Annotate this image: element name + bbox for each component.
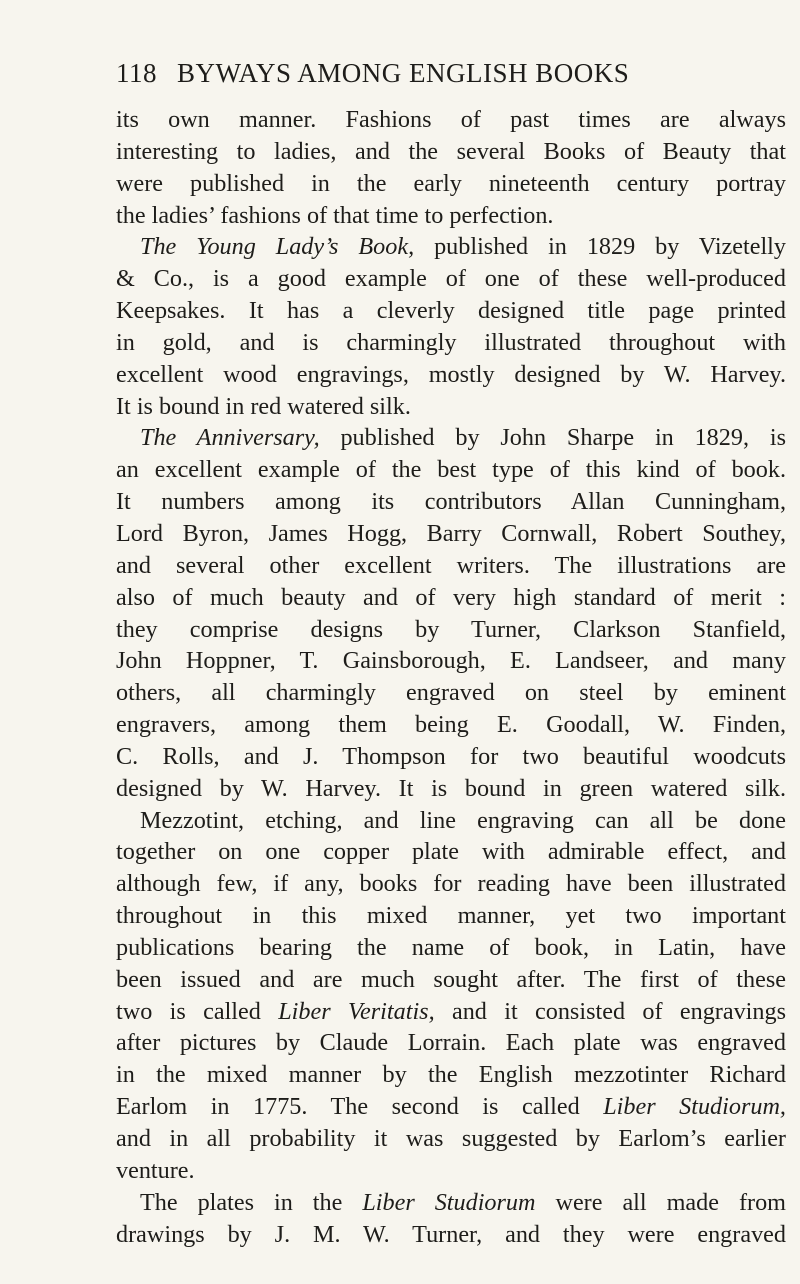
text-line xyxy=(116,136,786,168)
text-line xyxy=(116,1059,786,1091)
text-line xyxy=(116,550,786,582)
text-line xyxy=(116,836,786,868)
text-line xyxy=(116,486,786,518)
text-segment: engravers, among them being E. Goodall, W. Finden, xyxy=(116,711,786,739)
text-line xyxy=(116,295,786,327)
text-line xyxy=(116,327,786,359)
italic-title: The Young Lady’s Book, xyxy=(140,233,415,261)
page-number: 118 xyxy=(116,58,157,88)
text-line xyxy=(116,932,786,964)
text-segment: two is called xyxy=(116,997,279,1025)
text-segment: publications bearing the name of book, in Latin, have xyxy=(116,933,786,961)
text-segment: venture. xyxy=(116,1156,195,1184)
text-segment: Earlom in 1775. The second is called xyxy=(116,1093,604,1121)
text-segment: the ladies’ fashions of that time to perfection. xyxy=(116,201,554,229)
text-line xyxy=(116,709,786,741)
text-segment: and several other excellent writers. The illustrations are xyxy=(116,551,786,579)
text-line xyxy=(116,391,786,423)
text-segment: & Co., is a good example of one of these well-produced xyxy=(116,265,786,293)
text-segment: throughout in this mixed manner, yet two important xyxy=(116,902,786,930)
text-line xyxy=(116,231,786,263)
text-segment: in gold, and is charmingly illustrated throughout with xyxy=(116,328,786,356)
text-segment: It is bound in red watered silk. xyxy=(116,392,411,420)
text-line xyxy=(116,359,786,391)
italic-title: The Anniversary, xyxy=(140,424,320,452)
text-line xyxy=(116,1123,786,1155)
text-line xyxy=(116,582,786,614)
text-line xyxy=(116,1219,786,1251)
text-segment: C. Rolls, and J. Thompson for two beautiful woodcuts xyxy=(116,742,786,770)
text-line xyxy=(116,263,786,295)
text-line xyxy=(116,677,786,709)
text-line xyxy=(116,1155,786,1187)
text-segment: published in 1829 by Vizetelly xyxy=(414,233,786,261)
text-line xyxy=(116,996,786,1028)
text-segment: drawings by J. M. W. Turner, and they were engraved xyxy=(116,1220,786,1248)
text-segment: although few, if any, books for reading have been illustrated xyxy=(116,870,786,898)
text-segment: others, all charmingly engraved on steel by eminent xyxy=(116,679,786,707)
text-line xyxy=(116,1027,786,1059)
text-line xyxy=(116,805,786,837)
text-segment: Lord Byron, James Hogg, Barry Cornwall, Robert Southey, xyxy=(116,519,786,547)
text-segment: interesting to ladies, and the several Books of Beauty that xyxy=(116,137,786,165)
text-line xyxy=(116,900,786,932)
italic-title: Liber Veritatis, xyxy=(278,997,435,1025)
text-segment: excellent wood engravings, mostly designed by W. Harvey. xyxy=(116,360,786,388)
text-line xyxy=(116,1091,786,1123)
text-line xyxy=(116,200,786,232)
text-line xyxy=(116,104,786,136)
text-line xyxy=(116,614,786,646)
text-line xyxy=(116,645,786,677)
text-segment: in the mixed manner by the English mezzotinter Richard xyxy=(116,1061,786,1089)
text-segment: Keepsakes. It has a cleverly designed title page printed xyxy=(116,297,786,325)
text-line xyxy=(116,868,786,900)
text-line xyxy=(116,422,786,454)
italic-title: Liber Studiorum, xyxy=(603,1093,786,1121)
text-segment: been issued and are much sought after. The first of these xyxy=(116,965,786,993)
text-segment: they comprise designs by Turner, Clarkson Stanfield, xyxy=(116,615,786,643)
text-segment: were published in the early nineteenth century portray xyxy=(116,169,786,197)
text-line xyxy=(116,518,786,550)
running-title: BYWAYS AMONG ENGLISH BOOKS xyxy=(177,58,630,88)
text-line xyxy=(116,964,786,996)
text-segment: John Hoppner, T. Gainsborough, E. Landseer, and many xyxy=(116,647,786,675)
text-line xyxy=(116,773,786,805)
text-segment: its own manner. Fashions of past times are always xyxy=(116,106,786,133)
text-line xyxy=(116,454,786,486)
text-segment: also of much beauty and of very high standard of merit : xyxy=(116,583,786,611)
text-segment: were all made from xyxy=(535,1188,786,1216)
text-line xyxy=(116,741,786,773)
body-text xyxy=(116,104,786,1250)
text-segment: together on one copper plate with admirable effect, and xyxy=(116,838,786,866)
text-segment: an excellent example of the best type of this kind of book. xyxy=(116,456,786,484)
text-segment: and it consisted of engravings xyxy=(434,997,786,1025)
text-segment: after pictures by Claude Lorrain. Each plate was engraved xyxy=(116,1029,786,1057)
text-segment: Mezzotint, etching, and line engraving can all be done xyxy=(140,806,786,834)
text-segment: It numbers among its contributors Allan Cunningham, xyxy=(116,488,786,516)
running-header xyxy=(116,58,716,98)
text-line xyxy=(116,168,786,200)
text-segment: and in all probability it was suggested by Earlom’s earlier xyxy=(116,1125,786,1152)
text-segment: The plates in the xyxy=(140,1188,363,1216)
text-segment: published by John Sharpe in 1829, is xyxy=(319,424,786,452)
text-line xyxy=(116,1187,786,1219)
italic-title: Liber Studiorum xyxy=(362,1188,536,1216)
text-segment: designed by W. Harvey. It is bound in green watered silk. xyxy=(116,774,786,802)
